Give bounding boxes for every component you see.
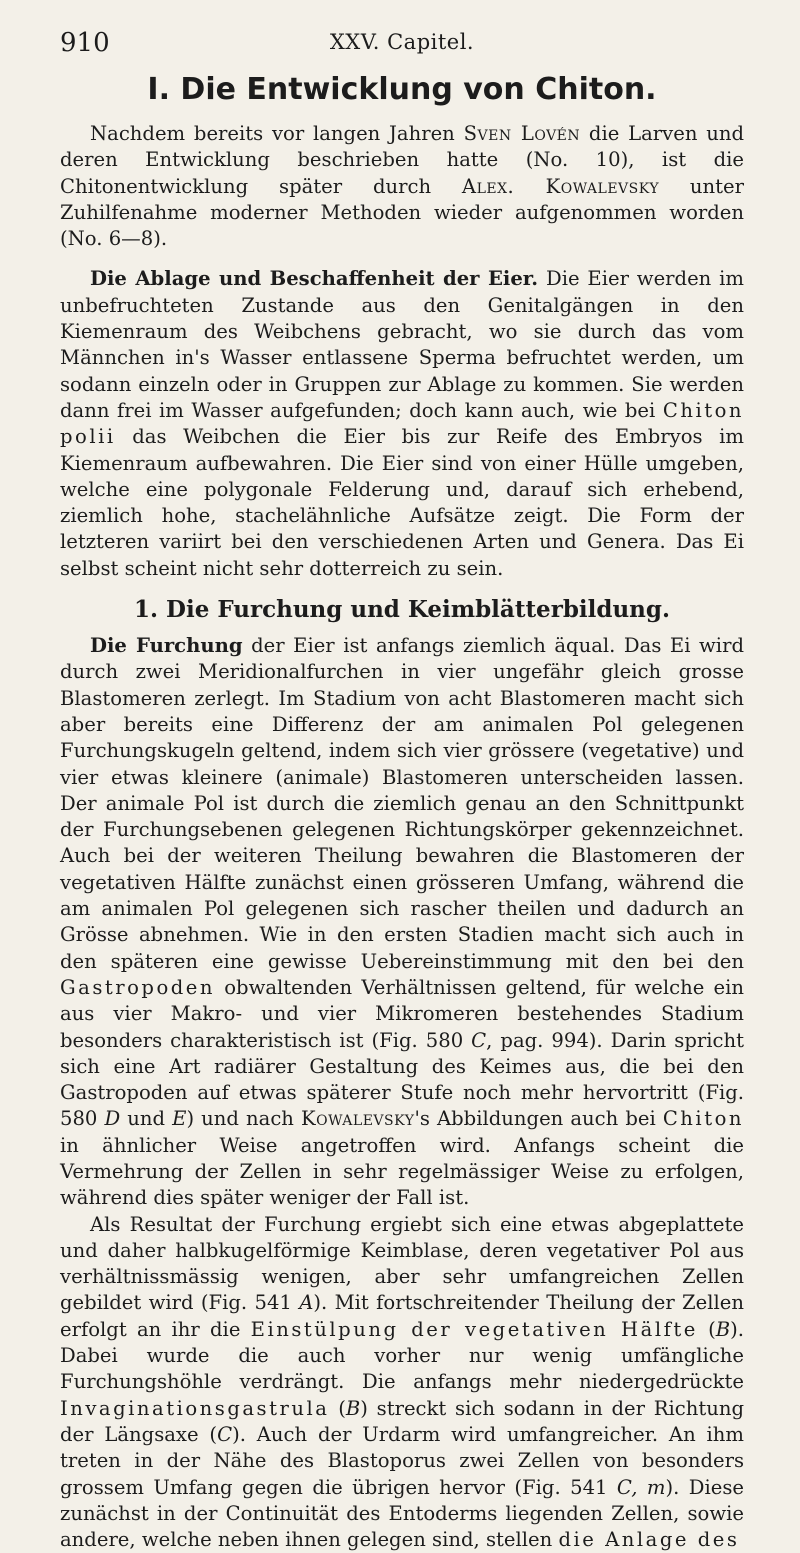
text-run: und xyxy=(120,1107,173,1131)
text-run: obwaltenden Verhältnissen geltend, für welche ein aus vier Makro- und vier Mikromeren bestehendes Stadium besonders charakteristisch ist (Fig. 580 xyxy=(60,975,744,1052)
eggs-paragraph xyxy=(60,266,744,582)
spaced-term: Gastropoden xyxy=(60,975,216,999)
author-name: Kowalevsky xyxy=(301,1107,415,1131)
run-in-heading: Die Furchung xyxy=(90,634,243,658)
text-run: unter Zuhilfenahme moderner Methoden wieder aufgenommen worden (No. 6—8). xyxy=(60,174,744,251)
running-head xyxy=(60,22,744,58)
text-run: der Eier ist anfangs ziemlich äqual. Das Ei wird durch zwei Meridionalfurchen in vier ungefähr gleich grosse Blastomeren zerlegt. Im Stadium von acht Blastomeren macht sich aber bereits eine Differenz der am animalen Pol gelegenen Furchungskugeln geltend, indem sich vier grössere (vegetative) und vier etwas kleinere (animale) Blastomeren unterscheiden lassen. Der animale Pol ist durch die ziemlich genau an den Schnittpunkt der Furchungsebenen gelegenen Richtungskörper gekennzeichnet. Auch bei der weiteren Theilung bewahren die Blastomeren der vegetativen Hälfte zunächst einen grösseren Umfang, während die am animalen Pol gelegenen sich rascher theilen und dadurch an Grösse abnehmen. Wie in den ersten Stadien macht sich auch in den späteren eine gewisse Uebereinstimmung mit den bei den xyxy=(60,634,744,973)
text-run: Die Eier werden im unbefruchteten Zustande aus den Genitalgängen in den Kiemenraum des Weibchens gebracht, wo sie durch das vom Männchen in's Wasser entlassene Sperma befruchtet werden, um sodann einzeln oder in Gruppen zur Ablage zu kommen. Sie werden dann frei im Wasser aufgefunden; doch kann auch, wie bei xyxy=(60,267,744,422)
author-name: Sven Lovén xyxy=(463,122,581,145)
text-run: Nachdem bereits vor langen Jahren xyxy=(90,122,464,145)
running-title: XXV. Capitel. xyxy=(329,30,475,54)
text-run: ( xyxy=(329,1396,346,1420)
figure-letter: D xyxy=(104,1107,121,1131)
spaced-term: Chiton polii xyxy=(60,398,744,449)
result-paragraph xyxy=(60,1212,744,1553)
text-run: ) und nach xyxy=(186,1107,301,1131)
cleavage-paragraph xyxy=(60,633,744,1212)
spaced-term: Invaginationsgastrula xyxy=(60,1396,330,1420)
figure-letter: E xyxy=(172,1107,187,1131)
author-name: Alex. Kowalevsky xyxy=(461,174,660,198)
figure-letter: B xyxy=(345,1396,361,1420)
spaced-term: Chiton xyxy=(662,1107,744,1131)
text-run: 's Abbildungen auch bei xyxy=(414,1107,663,1131)
spaced-term: die Anlage des xyxy=(558,1528,740,1552)
figure-letter: B xyxy=(715,1317,731,1341)
subsection-title: 1. Die Furchung und Keimblätterbildung. xyxy=(134,596,670,624)
text-run: in ähnlicher Weise angetroffen wird. Anfangs scheint die Vermehrung der Zellen in sehr regelmässiger Weise zu erfolgen, während dies später weniger der Fall ist. xyxy=(60,1133,744,1210)
text-run: ). Auch der Urdarm wird umfangreicher. An ihm treten in der Nähe des Blastoporus zwei Zellen von besonders grossem Umfang gegen die übrigen hervor (Fig. 541 xyxy=(60,1422,745,1499)
run-in-heading: Die Ablage und Beschaffenheit der Eier. xyxy=(90,267,539,291)
text-run: ( xyxy=(697,1317,716,1341)
spaced-term: Einstülpung der vegetativen Hälfte xyxy=(250,1317,698,1341)
page-number: 910 xyxy=(60,28,110,58)
figure-letter: C xyxy=(471,1028,487,1052)
text-run: , pag. 994). Darin spricht sich eine Art radiärer Gestaltung des Keimes aus, die bei den Gastropoden auf etwas späterer Stufe noch mehr hervortritt (Fig. 580 xyxy=(60,1028,744,1131)
text-run: die Larven und deren Entwicklung beschrieben hatte (No. 10), ist die Chitonentwicklung später durch xyxy=(60,122,744,198)
text-run: ). Dabei wurde die auch vorher nur wenig umfängliche Furchungshöhle verdrängt. Die anfangs mehr niedergedrückte xyxy=(60,1317,744,1394)
text-run: ). Mit fortschreitender Theilung der Zellen erfolgt an ihr die xyxy=(60,1291,744,1341)
text-run: das Weibchen die Eier bis zur Reife des Embryos im Kiemenraum aufbewahren. Die Eier sind von einer Hülle umgeben, welche eine polygonale Felderung und, darauf sich erhebend, ziemlich hohe, stachelähnliche Aufsätze zeigt. Die Form der letzteren variirt bei den verschiedenen Arten und Genera. Das Ei selbst scheint nicht sehr dotterreich zu sein. xyxy=(60,425,744,580)
text-run: ) streckt sich sodann in der Richtung der Längsaxe ( xyxy=(60,1396,745,1446)
section-title: I. Die Entwicklung von Chiton. xyxy=(147,72,657,107)
text-run: ). Diese zunächst in der Continuität des Entoderms liegenden Zellen, sowie andere, welche neben ihnen gelegen sind, stellen xyxy=(60,1475,744,1552)
figure-letter: A xyxy=(299,1291,314,1315)
figure-letter: C xyxy=(217,1422,233,1446)
text-run: Als Resultat der Furchung ergiebt sich eine etwas abgeplattete und daher halbkugelförmige Keimblase, deren vegetativer Pol aus verhältnissmässig wenigen, aber sehr umfangreichen Zellen gebildet wird (Fig. 541 xyxy=(60,1212,744,1315)
intro-paragraph xyxy=(60,121,744,252)
figure-letter: C, m xyxy=(616,1475,666,1499)
